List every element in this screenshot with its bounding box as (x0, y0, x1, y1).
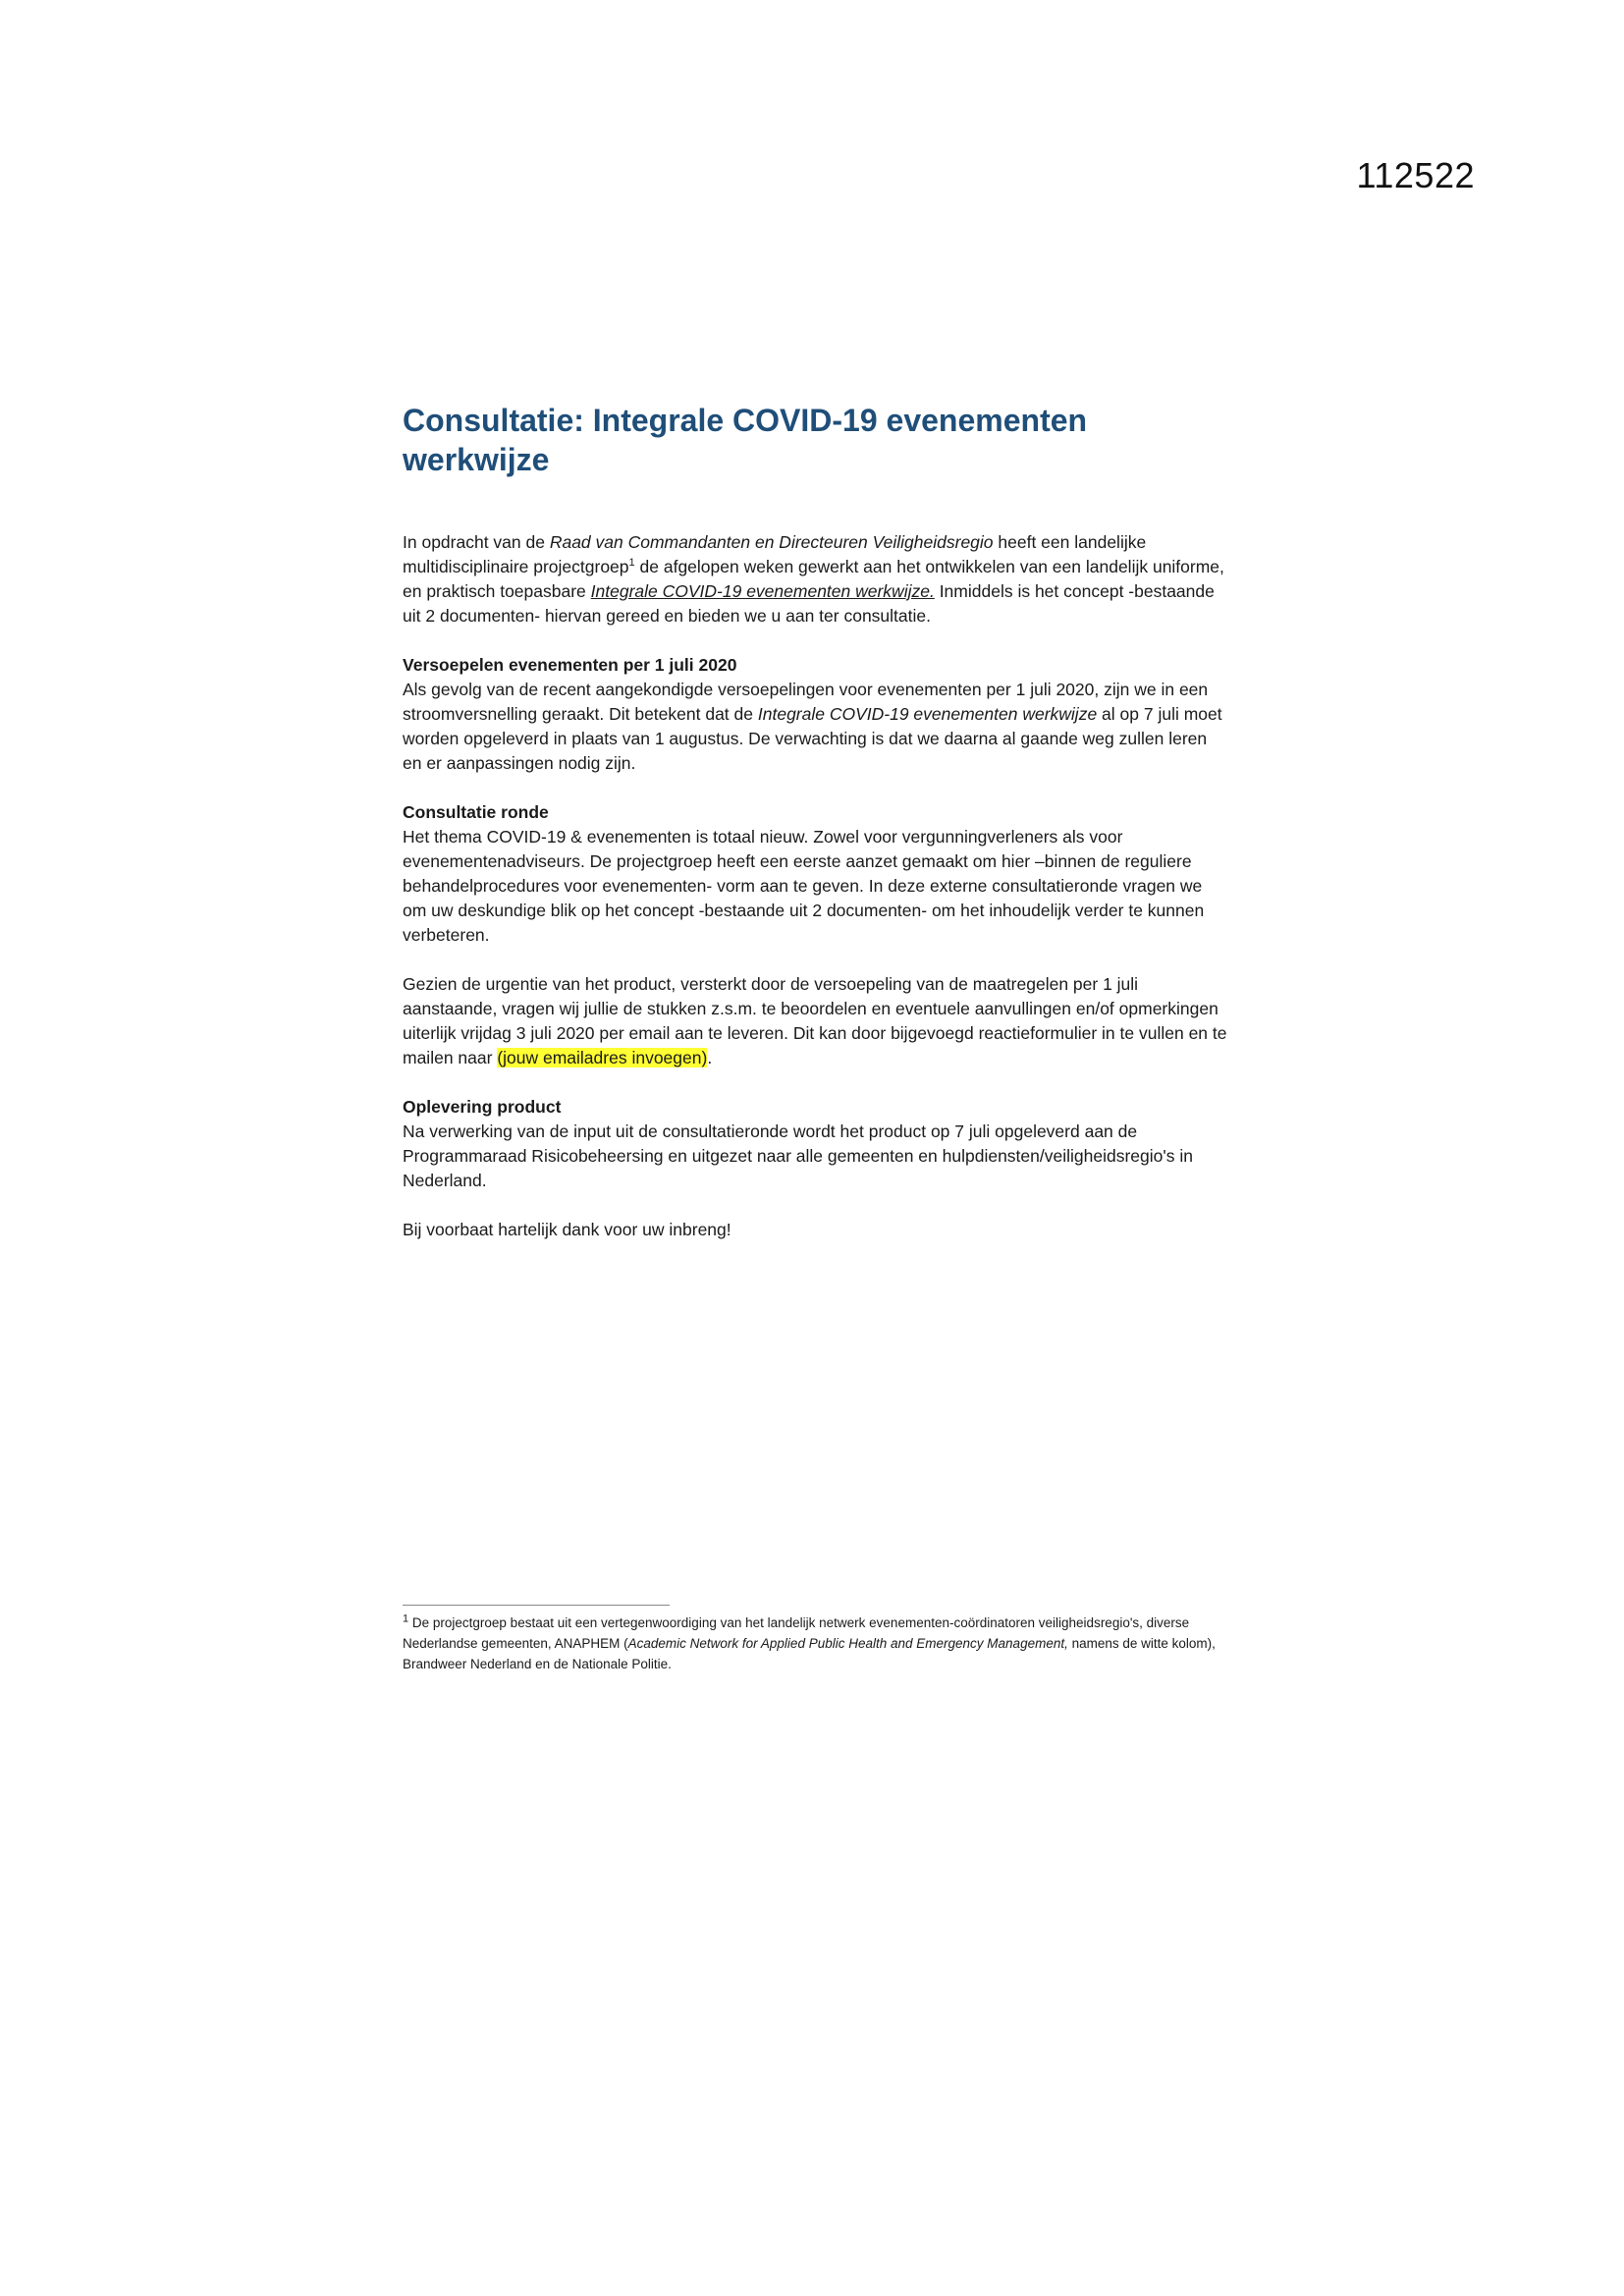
intro-text-1: In opdracht van de (403, 532, 550, 552)
section-heading-consultatie: Consultatie ronde (403, 802, 549, 822)
document-body (403, 401, 1227, 1267)
footnote-divider (403, 1605, 670, 1606)
section-paragraph-consultatie: Het thema COVID-19 & evenementen is totaal nieuw. Zowel voor vergunningverleners als voor evenementenadviseurs. De projectgroep heeft een eerste aanzet gemaakt om hier –binnen de reguliere behandelprocedures voor evenementen- vorm aan te geven. In deze externe consultatieronde vragen we om uw deskundige blik op het concept -bestaande uit 2 documenten- om het inhoudelijk verder te kunnen verbeteren. (403, 827, 1205, 945)
closing-line: Bij voorbaat hartelijk dank voor uw inbreng! (403, 1220, 731, 1239)
versoepelen-text-2: al op 7 juli moet worden opgeleverd in plaats van 1 augustus. De verwachting is dat we daarna al gaande weg zullen leren en er aanpassingen nodig zijn. (403, 704, 1222, 773)
footnote-text-2: namens de witte kolom), Brandweer Nederland en de Nationale Politie. (403, 1636, 1216, 1671)
section-heading-oplevering: Oplevering product (403, 1097, 562, 1117)
footnote-reference: 1 (628, 557, 635, 570)
intro-organisation-name: Raad van Commandanten en Directeuren Veiligheidsregio (549, 532, 994, 552)
document-number: 112522 (1356, 155, 1475, 195)
werkwijze-link-text: Integrale COVID-19 evenementen werkwijze. (590, 581, 935, 601)
intro-text-4: Inmiddels is het concept -bestaande uit 2 documenten- hiervan gereed en bieden we u aan ter consultatie. (403, 581, 1215, 626)
versoepelen-italic-title: Integrale COVID-19 evenementen werkwijze (757, 704, 1098, 724)
section-paragraph-oplevering: Na verwerking van de input uit de consultatieronde wordt het product op 7 juli opgeleverd aan de Programmaraad Risicobeheersing en uitgezet naar alle gemeenten en hulpdiensten/veiligheidsregio's in Nederland. (403, 1121, 1193, 1190)
intro-text-2: heeft een landelijke multidisciplinaire projectgroep (403, 532, 1147, 576)
intro-paragraph (403, 530, 1227, 629)
footnote-number: 1 (403, 1613, 409, 1625)
section-paragraph-versoepelen (403, 678, 1227, 776)
footnote-italic-name: Academic Network for Applied Public Health and Emergency Management, (627, 1636, 1068, 1651)
footnote (403, 1613, 1257, 1674)
urgentie-text-2: . (707, 1048, 713, 1067)
email-placeholder-highlight: (jouw emailadres invoegen) (497, 1048, 708, 1067)
section-paragraph-urgentie (403, 972, 1227, 1070)
intro-text-3: de afgelopen weken gewerkt aan het ontwikkelen van een landelijk uniforme, en praktisch toepasbare (403, 557, 1224, 601)
document-title: Consultatie: Integrale COVID-19 evenementen werkwijze (403, 403, 1088, 477)
section-heading-versoepelen: Versoepelen evenementen per 1 juli 2020 (403, 655, 737, 675)
footnote-text-1: De projectgroep bestaat uit een vertegenwoordiging van het landelijk netwerk evenementen-coördinatoren veiligheidsregio's, diverse Nederlandse gemeenten, ANAPHEM ( (403, 1615, 1190, 1651)
versoepelen-text-1: Als gevolg van de recent aangekondigde versoepelingen voor evenementen per 1 juli 2020, zijn we in een stroomversnelling geraakt. Dit betekent dat de (403, 680, 1209, 724)
urgentie-text-1: Gezien de urgentie van het product, versterkt door de versoepeling van de maatregelen per 1 juli aanstaande, vragen wij jullie de stukken z.s.m. te beoordelen en eventuele aanvullingen en/of opmerkingen uiterlijk vrijdag 3 juli 2020 per email aan te leveren. Dit kan door bijgevoegd reactieformulier in te vullen en te mailen naar (403, 974, 1227, 1067)
